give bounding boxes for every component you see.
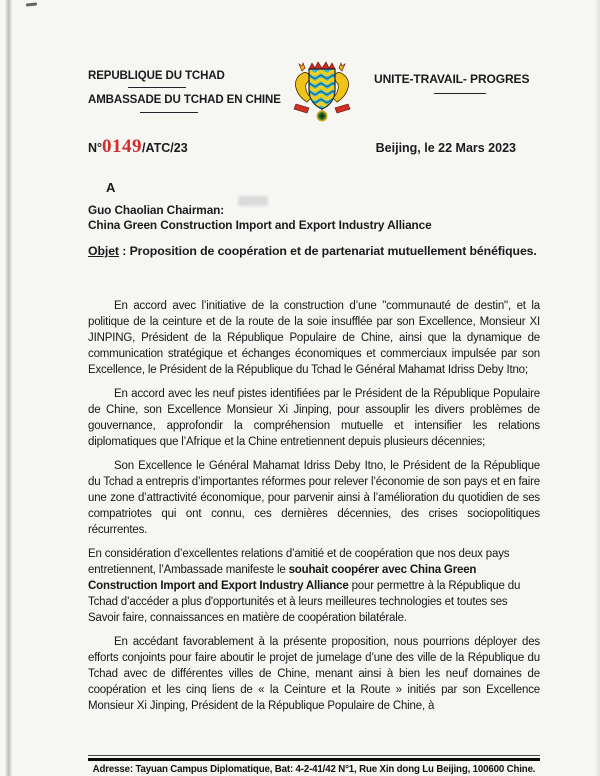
scan-corner-mark [26, 2, 37, 6]
footer-rule [88, 755, 540, 761]
paragraph: En accord avec l’initiative de la construction d’une "communauté de destin", et la politique de la ceinture et de la route de la soie insufflée par son Excellence, Monsieur XI JINPING, Président de la République Populaire de Chine, ainsi que la dynamique de communication stratégique et échanges économiques et commerciaux impulsée par son Excellence, le Président de la République du Tchad le Général Mahamat Idriss Deby Itno; [88, 300, 540, 376]
footer-address: Adresse: Tayuan Campus Diplomatique, Bat: 4-2-41/42 N°1, Rue Xin dong Lu Beijing, 100600 Chine. [92, 764, 536, 775]
divider-line [140, 112, 198, 113]
paragraph: En considération d’excellentes relations d’amitié et de coopération que nos deux pays entretiennent, l’Ambassade manifeste le souhait coopérer avec China Green Construction Import and Export Industry Alliance pour permettre à la République du Tchad d’accéder a plus d'opportunités et à leurs meilleures technologies et toutes ses Savoir faire, connaissances en matière de coopération bilatérale. [88, 548, 521, 624]
divider-line [128, 87, 186, 88]
salutation: A [106, 180, 116, 195]
paragraph: En accord avec les neuf pistes identifiées par le Président de la République Populaire de Chine, son Excellence Monsieur Xi Jinping, pour assouplir les divers problèmes de gouvernance, approfondir la compréhension mutuelle et intensifier les relations diplomatiques que l’Afrique et la Chine entretiennent depuis plusieurs décennies; [88, 388, 540, 448]
scan-edge-left [5, 0, 13, 776]
embassy-title: AMBASSADE DU TCHAD EN CHINE [88, 94, 281, 106]
header-right [374, 72, 529, 94]
reference-row [88, 137, 516, 156]
subject-text: Proposition de coopération et de partenariat mutuellement bénéfiques. [129, 244, 537, 258]
addressee-organization: China Green Construction Import and Export Industry Alliance [88, 218, 432, 232]
letter-body [88, 298, 540, 722]
subject-label: Objet [88, 244, 119, 258]
reference-suffix: /ATC/23 [142, 141, 188, 155]
chad-coat-of-arms-icon [288, 60, 356, 124]
subject-separator: : [118, 244, 130, 258]
paragraph: Son Excellence le Général Mahamat Idriss Deby Itno, le Président de la République du Tchad a entrepris d’importantes réformes pour relever l’économie de son pays et en faire une zone d’attractivité économique, pour parvenir ainsi à l’amélioration du quotidien de ses compatriotes qui ont connu, ces dernières décennies, des crises sociopolitiques récurrentes. [88, 460, 540, 536]
addressee-block [88, 203, 432, 233]
addressee-name: Guo Chaolian Chairman: [88, 203, 225, 217]
scan-edge-right [594, 0, 600, 776]
subject-line [88, 244, 540, 260]
divider-line [434, 93, 486, 94]
reference-prefix: N° [88, 141, 103, 155]
republic-title: REPUBLIQUE DU TCHAD [88, 70, 225, 82]
paragraph: En accédant favorablement à la présente proposition, nous pourrions déployer des efforts conjoints pour faire aboutir le projet de jumelage d’une des ville de la République du Tchad avec de différentes villes de Chine, menant ainsi à bien les neuf domaines de coopération et les cinq liens de « la Ceinture et la Route » initiés par son Excellence Monsieur Xi Jinping, Président de la République Populaire de Chine, à [88, 636, 540, 712]
national-motto: UNITE-TRAVAIL- PROGRES [374, 72, 530, 86]
reference-number: 0149 [102, 136, 143, 157]
header-left [88, 70, 281, 113]
date-line: Beijing, le 22 Mars 2023 [375, 141, 516, 155]
